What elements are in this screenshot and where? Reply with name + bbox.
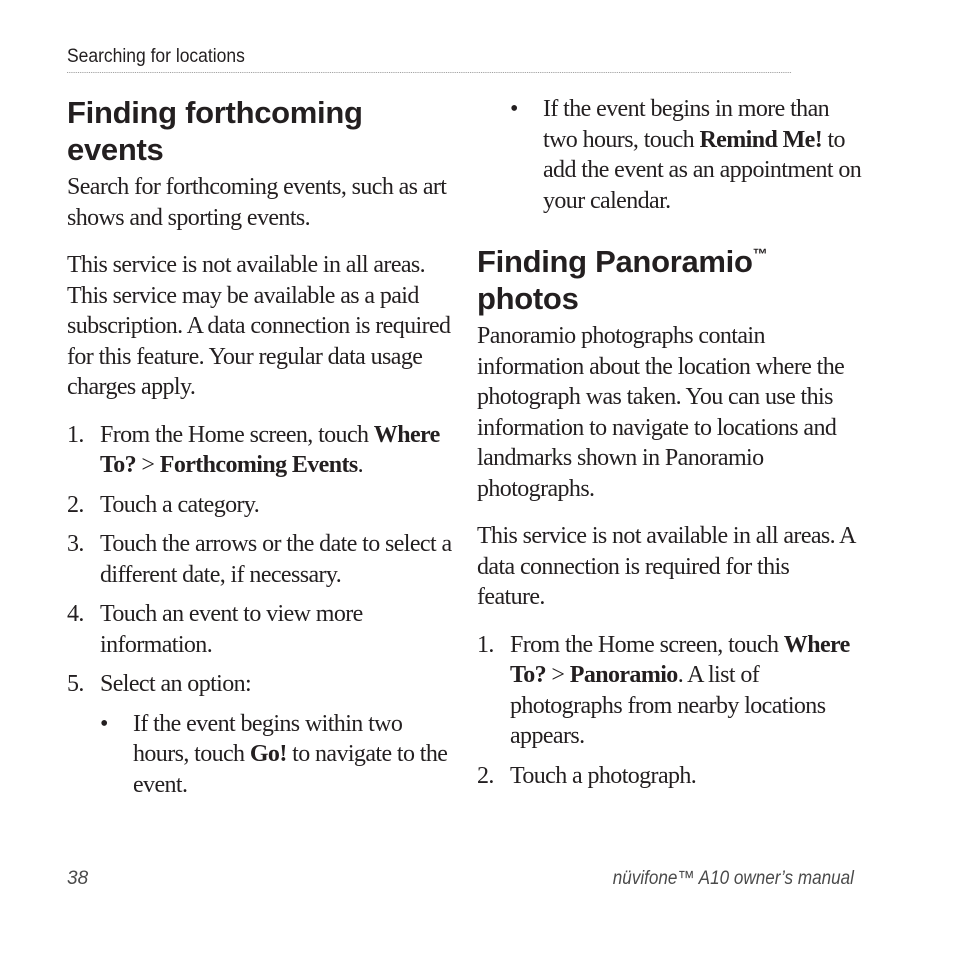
step-number: 1. xyxy=(67,421,84,448)
bullet-icon: • xyxy=(100,710,108,737)
option-remind-me xyxy=(510,94,862,216)
option-list xyxy=(100,709,452,801)
bullet-icon: • xyxy=(510,96,518,122)
option-text-end: to add the event as an appointment on your calendar. xyxy=(543,126,862,214)
panoramio-heading-main: Finding Panoramio xyxy=(477,244,753,279)
step-4 xyxy=(67,599,452,660)
step-text: Touch an event to view more information. xyxy=(100,601,363,658)
trademark-symbol: ™ xyxy=(752,246,768,263)
option-text: If the event begins in more than two hours, touch xyxy=(543,96,830,153)
where-to-label: Where To? xyxy=(510,631,850,688)
left-column xyxy=(67,94,452,809)
step-number: 2. xyxy=(477,762,494,789)
step-text: From the Home screen, touch xyxy=(100,421,374,448)
separator: > xyxy=(136,452,160,478)
where-to-label: Where To? xyxy=(100,421,440,478)
option-go xyxy=(100,709,452,801)
forthcoming-events-label: Forthcoming Events xyxy=(159,452,358,478)
step-number: 4. xyxy=(67,601,84,627)
step-1 xyxy=(477,630,862,752)
forthcoming-events-steps xyxy=(67,420,452,801)
panoramio-note: This service is not available in all areas. A data connection is required for this feature. xyxy=(477,523,855,610)
page-header xyxy=(67,46,791,73)
option-list-continued xyxy=(477,94,862,216)
step-number: 1. xyxy=(477,631,494,658)
step-2 xyxy=(67,490,452,521)
step-text: Select an option: xyxy=(100,671,252,697)
section-title: Searching for locations xyxy=(67,46,245,67)
forthcoming-events-intro: Search for forthcoming events, such as art shows and sporting events. xyxy=(67,174,447,231)
step-number: 3. xyxy=(67,531,84,557)
step-number: 5. xyxy=(67,671,84,697)
step-text: Touch the arrows or the date to select a different date, if necessary. xyxy=(100,531,452,588)
option-text: If the event begins within two hours, touch xyxy=(133,710,403,767)
panoramio-steps xyxy=(477,630,862,792)
panoramio-label: Panoramio xyxy=(569,662,678,688)
step-text: Touch a photograph. xyxy=(510,762,697,789)
panoramio-heading-rest: photos xyxy=(477,281,579,316)
right-column xyxy=(477,94,862,800)
page-footer xyxy=(67,868,854,892)
option-text-end: to navigate to the event. xyxy=(133,741,448,798)
separator: > xyxy=(546,662,570,688)
step-text-end: . xyxy=(357,452,364,478)
manual-title: nüvifone™ A10 owner’s manual xyxy=(612,868,854,889)
step-3 xyxy=(67,529,452,590)
step-1 xyxy=(67,420,452,481)
step-5 xyxy=(67,669,452,800)
step-2 xyxy=(477,761,862,792)
forthcoming-events-note: This service is not available in all areas. This service may be available as a paid subscription. A data connection is required for this feature. Your regular data usage charges apply. xyxy=(67,252,451,400)
panoramio-heading xyxy=(477,236,862,317)
step-text: From the Home screen, touch xyxy=(510,631,784,658)
step-number: 2. xyxy=(67,491,84,518)
remind-me-label: Remind Me! xyxy=(699,126,823,153)
page-number: 38 xyxy=(67,868,89,889)
step-text: Touch a category. xyxy=(100,491,260,518)
panoramio-intro: Panoramio photographs contain information about the location where the photograph was taken. You can use this information to navigate to locations and landmarks shown in Panoramio photographs. xyxy=(477,323,845,502)
step-text-end: . A list of photographs from nearby locations appears. xyxy=(510,662,826,749)
forthcoming-events-heading: Finding forthcoming events xyxy=(67,95,363,167)
go-label: Go! xyxy=(249,741,287,767)
